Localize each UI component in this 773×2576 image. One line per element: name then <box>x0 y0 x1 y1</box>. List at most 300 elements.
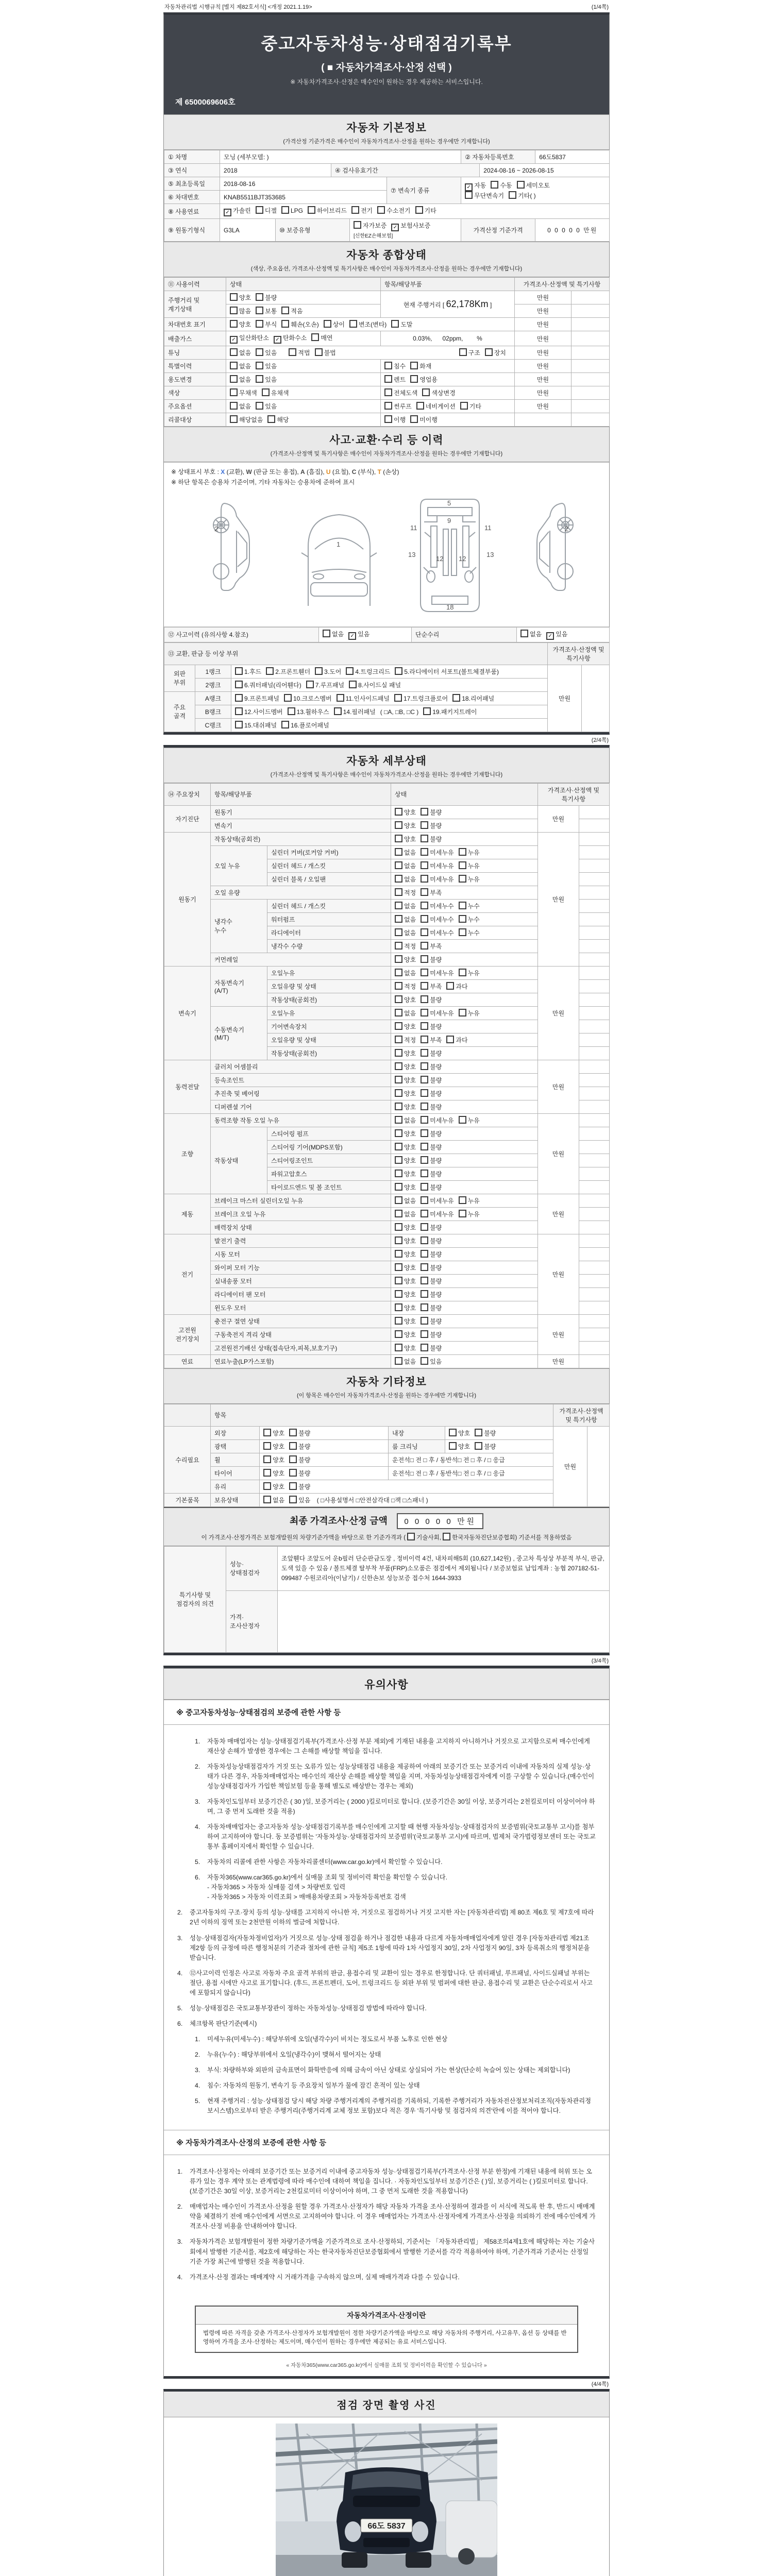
checkbox-option[interactable] <box>384 415 406 424</box>
checkbox-option[interactable] <box>459 928 480 937</box>
checkbox[interactable] <box>395 848 402 856</box>
checkbox-option[interactable] <box>421 1250 442 1259</box>
checkbox[interactable] <box>384 402 392 410</box>
checkbox[interactable] <box>256 320 263 328</box>
checkbox-option[interactable] <box>230 402 251 411</box>
checkbox[interactable] <box>230 402 238 410</box>
checkbox[interactable] <box>230 320 238 328</box>
checkbox[interactable] <box>491 181 498 189</box>
checked-checkbox[interactable]: ✓ <box>230 336 238 344</box>
checkbox-option[interactable] <box>230 362 251 370</box>
checkbox[interactable] <box>421 1210 428 1217</box>
checkbox[interactable] <box>384 375 392 383</box>
checkbox[interactable] <box>446 982 454 990</box>
checkbox-option[interactable] <box>395 1036 416 1044</box>
checkbox[interactable] <box>421 1143 428 1150</box>
checkbox[interactable] <box>395 942 402 950</box>
checkbox[interactable] <box>323 630 330 637</box>
checkbox[interactable] <box>475 1429 482 1436</box>
checkbox-option[interactable] <box>230 320 251 329</box>
checkbox-option[interactable] <box>459 848 480 857</box>
checkbox-option[interactable] <box>459 348 480 357</box>
checked-checkbox[interactable]: ✓ <box>348 632 356 640</box>
checkbox[interactable] <box>459 848 466 856</box>
checkbox[interactable] <box>391 320 399 328</box>
checkbox-option[interactable] <box>459 1116 480 1125</box>
checkbox[interactable] <box>230 415 238 423</box>
checkbox[interactable] <box>421 1250 428 1258</box>
checkbox-option[interactable] <box>230 415 263 424</box>
checkbox[interactable] <box>377 206 385 214</box>
checkbox-option[interactable] <box>263 1429 284 1437</box>
checkbox-option[interactable] <box>334 707 376 716</box>
checkbox-option[interactable] <box>410 415 438 424</box>
checkbox-option[interactable] <box>422 388 455 397</box>
checkbox[interactable] <box>235 707 243 715</box>
checkbox-option[interactable] <box>421 1317 442 1326</box>
checkbox-option[interactable] <box>449 1442 470 1451</box>
checkbox[interactable] <box>460 402 468 410</box>
checkbox-option[interactable] <box>306 681 344 689</box>
checkbox[interactable] <box>230 375 238 383</box>
checkbox-option[interactable] <box>230 388 257 397</box>
checkbox-option[interactable] <box>256 375 277 384</box>
checkbox[interactable] <box>423 707 431 715</box>
checkbox-option[interactable] <box>459 902 480 910</box>
checkbox[interactable] <box>459 969 466 976</box>
checkbox[interactable] <box>395 1089 402 1097</box>
checkbox-option[interactable] <box>421 1103 442 1111</box>
checkbox-option[interactable] <box>421 1089 442 1098</box>
checkbox[interactable] <box>267 415 275 423</box>
checkbox-option[interactable] <box>446 982 467 991</box>
checkbox-option[interactable] <box>384 375 406 384</box>
checkbox-option[interactable] <box>446 1036 467 1044</box>
checkbox-option[interactable] <box>395 1009 416 1018</box>
checkbox-option[interactable] <box>421 982 442 991</box>
checkbox-option[interactable] <box>452 694 494 703</box>
checkbox[interactable] <box>337 694 344 702</box>
checkbox-option[interactable] <box>421 1009 453 1018</box>
checkbox-option[interactable] <box>395 1049 416 1058</box>
checkbox[interactable] <box>421 848 428 856</box>
checkbox[interactable] <box>395 1156 402 1164</box>
checkbox[interactable] <box>421 875 428 883</box>
checkbox[interactable] <box>421 1290 428 1298</box>
checkbox-option[interactable] <box>235 667 261 676</box>
checkbox-option[interactable] <box>323 630 344 638</box>
checkbox[interactable] <box>421 1116 428 1124</box>
checkbox-option[interactable] <box>421 1290 442 1299</box>
checkbox-option[interactable] <box>266 667 310 676</box>
checkbox[interactable] <box>421 821 428 829</box>
checkbox[interactable] <box>289 1455 297 1463</box>
checkbox-option[interactable] <box>509 191 536 200</box>
checkbox[interactable] <box>395 1129 402 1137</box>
checkbox-option[interactable] <box>230 375 251 384</box>
checkbox[interactable] <box>235 681 243 688</box>
checkbox[interactable] <box>384 362 392 369</box>
checkbox[interactable] <box>459 1009 466 1016</box>
checkbox[interactable] <box>230 362 238 369</box>
checkbox[interactable] <box>395 1009 402 1016</box>
checkbox[interactable] <box>421 955 428 963</box>
checkbox-option[interactable] <box>395 1223 416 1232</box>
checkbox-option[interactable] <box>263 1482 284 1491</box>
checkbox[interactable] <box>394 694 402 702</box>
checked-checkbox[interactable]: ✓ <box>274 336 281 344</box>
checkbox-option[interactable] <box>289 1469 310 1478</box>
checkbox-option[interactable] <box>289 1442 310 1451</box>
checkbox[interactable] <box>395 1116 402 1124</box>
checkbox-option[interactable] <box>262 388 289 397</box>
checkbox-option[interactable] <box>230 333 269 344</box>
checkbox[interactable] <box>395 1143 402 1150</box>
checkbox[interactable] <box>446 1036 454 1043</box>
checkbox[interactable] <box>459 915 466 923</box>
checkbox-option[interactable] <box>421 835 442 843</box>
checkbox-option[interactable] <box>348 630 369 640</box>
checkbox[interactable] <box>421 1344 428 1351</box>
checkbox-option[interactable] <box>235 707 283 716</box>
checkbox-option[interactable] <box>395 1236 416 1245</box>
checkbox-option[interactable] <box>421 1196 453 1205</box>
checkbox-option[interactable] <box>315 667 341 676</box>
checkbox[interactable] <box>421 1036 428 1043</box>
checkbox[interactable] <box>263 1429 271 1436</box>
checkbox[interactable] <box>421 942 428 950</box>
checkbox-option[interactable] <box>395 1330 416 1339</box>
checkbox-option[interactable] <box>395 808 416 817</box>
checkbox[interactable] <box>395 1062 402 1070</box>
checkbox[interactable] <box>311 333 319 341</box>
checkbox-option[interactable] <box>230 293 251 302</box>
checked-checkbox[interactable]: ✓ <box>224 209 231 216</box>
checkbox[interactable] <box>416 402 424 410</box>
checkbox-option[interactable] <box>395 888 416 897</box>
checkbox-option[interactable] <box>421 1116 453 1125</box>
checkbox[interactable] <box>256 375 263 383</box>
checkbox[interactable] <box>421 1022 428 1030</box>
checkbox-option[interactable] <box>416 402 456 411</box>
checkbox-option[interactable] <box>520 630 542 638</box>
checkbox-option[interactable] <box>421 1170 442 1178</box>
checkbox[interactable] <box>256 362 263 369</box>
checkbox[interactable] <box>459 875 466 883</box>
checkbox-option[interactable] <box>395 1357 416 1366</box>
checkbox[interactable] <box>289 1429 297 1436</box>
checkbox-option[interactable] <box>391 320 412 329</box>
checkbox[interactable] <box>349 681 357 688</box>
checkbox-option[interactable] <box>421 902 453 910</box>
checkbox-option[interactable] <box>421 928 453 937</box>
checkbox[interactable] <box>459 902 466 909</box>
checkbox-option[interactable] <box>256 307 277 315</box>
checkbox-option[interactable] <box>460 402 481 411</box>
checkbox[interactable] <box>324 320 331 328</box>
checkbox-option[interactable] <box>465 181 486 191</box>
checkbox-option[interactable] <box>274 333 307 344</box>
checkbox-option[interactable] <box>421 942 442 951</box>
checkbox-option[interactable] <box>415 206 436 215</box>
checkbox[interactable] <box>395 888 402 896</box>
checkbox-option[interactable] <box>256 293 277 302</box>
checkbox-option[interactable] <box>395 1062 416 1071</box>
checkbox[interactable] <box>421 1236 428 1244</box>
checkbox[interactable] <box>395 667 402 675</box>
checkbox[interactable] <box>422 388 430 396</box>
checkbox[interactable] <box>256 402 263 410</box>
checkbox[interactable] <box>509 191 516 199</box>
checkbox-option[interactable] <box>395 915 416 924</box>
checkbox[interactable] <box>395 1317 402 1325</box>
checkbox[interactable] <box>421 969 428 976</box>
checkbox-option[interactable] <box>459 875 480 884</box>
checkbox[interactable] <box>421 1196 428 1204</box>
checkbox-option[interactable] <box>281 206 303 214</box>
checkbox-option[interactable] <box>546 630 567 640</box>
checkbox-option[interactable] <box>421 1236 442 1245</box>
checkbox[interactable] <box>395 1263 402 1271</box>
checkbox-option[interactable] <box>421 1263 442 1272</box>
checkbox[interactable] <box>395 982 402 990</box>
checkbox-option[interactable] <box>395 1277 416 1285</box>
checkbox[interactable] <box>421 1263 428 1271</box>
checkbox[interactable] <box>395 1076 402 1083</box>
checkbox-option[interactable] <box>349 681 401 689</box>
checkbox[interactable] <box>410 415 418 423</box>
checkbox-option[interactable] <box>346 667 390 676</box>
checkbox[interactable] <box>452 694 460 702</box>
checkbox-option[interactable] <box>395 1183 416 1192</box>
checkbox-option[interactable] <box>395 902 416 910</box>
checkbox[interactable] <box>421 808 428 816</box>
checkbox[interactable] <box>421 1183 428 1191</box>
checkbox[interactable] <box>459 861 466 869</box>
checkbox[interactable] <box>235 721 243 728</box>
checkbox[interactable] <box>421 1303 428 1311</box>
checkbox-option[interactable] <box>391 221 430 231</box>
checkbox[interactable] <box>266 667 274 675</box>
checkbox[interactable] <box>395 1196 402 1204</box>
checkbox-option[interactable] <box>315 348 336 357</box>
checkbox-option[interactable] <box>384 402 412 411</box>
checkbox-option[interactable] <box>421 1062 442 1071</box>
checkbox[interactable] <box>288 707 295 715</box>
checkbox-option[interactable] <box>459 861 480 870</box>
checkbox[interactable] <box>395 1344 402 1351</box>
checkbox-option[interactable] <box>256 402 277 411</box>
checkbox[interactable] <box>475 1442 482 1450</box>
checkbox[interactable] <box>395 1036 402 1043</box>
checkbox[interactable] <box>235 667 243 675</box>
checkbox[interactable] <box>395 1357 402 1365</box>
checkbox-option[interactable] <box>459 1210 480 1218</box>
checkbox[interactable] <box>465 191 473 199</box>
checkbox[interactable] <box>459 1196 466 1204</box>
checkbox-option[interactable] <box>421 1022 442 1031</box>
checkbox[interactable] <box>395 1223 402 1231</box>
checkbox-option[interactable] <box>263 1455 284 1464</box>
checkbox[interactable] <box>289 1442 297 1450</box>
checkbox-option[interactable] <box>377 206 410 215</box>
checkbox-option[interactable] <box>395 1210 416 1218</box>
checkbox-option[interactable] <box>395 1290 416 1299</box>
checkbox-option[interactable] <box>288 707 329 716</box>
checkbox[interactable] <box>421 1277 428 1284</box>
checkbox[interactable] <box>395 1183 402 1191</box>
checkbox-option[interactable] <box>230 348 251 357</box>
checkbox-option[interactable] <box>384 388 417 397</box>
checkbox[interactable] <box>256 348 263 356</box>
checkbox-option[interactable] <box>395 1317 416 1326</box>
checkbox[interactable] <box>520 630 528 637</box>
checkbox-option[interactable] <box>421 1036 442 1044</box>
checkbox-option[interactable] <box>289 1482 310 1491</box>
checkbox[interactable] <box>421 861 428 869</box>
checkbox[interactable] <box>421 1223 428 1231</box>
checkbox-option[interactable] <box>395 1303 416 1312</box>
checkbox[interactable] <box>281 206 289 214</box>
checkbox-option[interactable] <box>410 375 438 384</box>
checkbox-option[interactable] <box>395 1344 416 1352</box>
checkbox-option[interactable] <box>263 1496 284 1504</box>
checkbox-option[interactable] <box>421 995 442 1004</box>
checkbox-option[interactable] <box>421 821 442 830</box>
checkbox-option[interactable] <box>421 1357 442 1366</box>
checkbox[interactable] <box>263 1469 271 1477</box>
checkbox-option[interactable] <box>256 206 277 215</box>
checkbox[interactable] <box>410 375 418 383</box>
checkbox-option[interactable] <box>394 694 448 703</box>
checkbox[interactable] <box>410 362 418 369</box>
checkbox[interactable] <box>395 995 402 1003</box>
checkbox[interactable] <box>395 1250 402 1258</box>
checkbox[interactable] <box>235 694 243 702</box>
checkbox[interactable] <box>263 1496 271 1503</box>
checkbox[interactable] <box>395 1236 402 1244</box>
checkbox-option[interactable] <box>421 1303 442 1312</box>
checkbox[interactable] <box>395 1103 402 1110</box>
checkbox-option[interactable] <box>395 1156 416 1165</box>
checkbox[interactable] <box>421 1076 428 1083</box>
checkbox-option[interactable] <box>256 320 277 329</box>
checkbox-option[interactable] <box>289 1429 310 1437</box>
checkbox[interactable] <box>395 928 402 936</box>
checkbox[interactable] <box>281 320 289 328</box>
checkbox[interactable] <box>289 1496 297 1503</box>
checkbox-option[interactable] <box>421 955 442 964</box>
checkbox-option[interactable] <box>465 191 504 200</box>
checkbox-option[interactable] <box>395 1103 416 1111</box>
checkbox-option[interactable] <box>421 808 442 817</box>
checked-checkbox[interactable]: ✓ <box>465 183 473 191</box>
checkbox[interactable] <box>289 348 296 356</box>
checkbox-option[interactable] <box>384 362 406 370</box>
checkbox-option[interactable] <box>281 307 303 315</box>
checkbox[interactable] <box>421 1089 428 1097</box>
checkbox[interactable] <box>230 388 238 396</box>
checkbox[interactable] <box>395 808 402 816</box>
checkbox[interactable] <box>256 206 263 214</box>
checkbox[interactable] <box>421 1330 428 1338</box>
checkbox[interactable] <box>281 721 289 728</box>
checkbox-option[interactable] <box>395 1022 416 1031</box>
checkbox[interactable] <box>395 902 402 909</box>
checkbox[interactable] <box>230 307 238 314</box>
checkbox-option[interactable] <box>281 721 329 730</box>
checkbox[interactable] <box>421 835 428 842</box>
checkbox-option[interactable] <box>395 1076 416 1084</box>
checkbox-option[interactable] <box>395 995 416 1004</box>
checkbox-option[interactable] <box>395 1129 416 1138</box>
checkbox-option[interactable] <box>421 969 453 977</box>
checkbox[interactable] <box>308 206 315 214</box>
checkbox-option[interactable] <box>459 915 480 924</box>
checkbox-option[interactable] <box>281 320 318 329</box>
checkbox-option[interactable] <box>395 955 416 964</box>
checkbox-option[interactable] <box>395 969 416 977</box>
checkbox-option[interactable] <box>395 1196 416 1205</box>
checkbox-option[interactable] <box>263 1442 284 1451</box>
checkbox[interactable] <box>281 307 289 314</box>
checkbox[interactable] <box>421 888 428 896</box>
checkbox-option[interactable] <box>337 694 390 703</box>
checkbox-option[interactable] <box>410 362 431 370</box>
checkbox-option[interactable] <box>395 1143 416 1151</box>
checkbox-option[interactable] <box>485 348 506 357</box>
checkbox-option[interactable] <box>421 1277 442 1285</box>
checkbox[interactable] <box>421 1170 428 1177</box>
checkbox[interactable] <box>421 995 428 1003</box>
checkbox-option[interactable] <box>351 206 373 215</box>
checkbox-option[interactable] <box>395 1250 416 1259</box>
checkbox[interactable] <box>395 1330 402 1338</box>
checkbox[interactable] <box>421 1103 428 1110</box>
checkbox-option[interactable] <box>395 1116 416 1125</box>
checkbox[interactable] <box>263 1455 271 1463</box>
checkbox-option[interactable] <box>324 320 345 329</box>
checkbox-option[interactable] <box>421 915 453 924</box>
checkbox-option[interactable] <box>421 1129 442 1138</box>
checkbox-option[interactable] <box>224 206 251 216</box>
checkbox[interactable] <box>459 1116 466 1124</box>
checkbox-option[interactable] <box>475 1429 496 1437</box>
checkbox[interactable] <box>421 1049 428 1057</box>
checkbox[interactable] <box>395 1277 402 1284</box>
checkbox[interactable] <box>459 928 466 936</box>
checkbox-option[interactable] <box>308 206 347 215</box>
checkbox[interactable] <box>349 320 357 328</box>
checkbox[interactable] <box>230 348 238 356</box>
checkbox[interactable] <box>517 181 525 189</box>
checkbox-option[interactable] <box>421 1223 442 1232</box>
checkbox-option[interactable] <box>395 835 416 843</box>
checkbox-option[interactable] <box>459 1196 480 1205</box>
checkbox-option[interactable] <box>421 1156 442 1165</box>
checkbox[interactable] <box>384 388 392 396</box>
checkbox[interactable] <box>354 221 361 229</box>
checkbox[interactable] <box>351 206 359 214</box>
checkbox[interactable] <box>315 348 323 356</box>
checkbox[interactable] <box>407 1533 415 1540</box>
checkbox[interactable] <box>395 955 402 963</box>
checkbox[interactable] <box>443 1533 450 1540</box>
checkbox[interactable] <box>395 875 402 883</box>
checkbox[interactable] <box>395 1170 402 1177</box>
checkbox[interactable] <box>421 1317 428 1325</box>
checkbox-option[interactable] <box>421 875 453 884</box>
